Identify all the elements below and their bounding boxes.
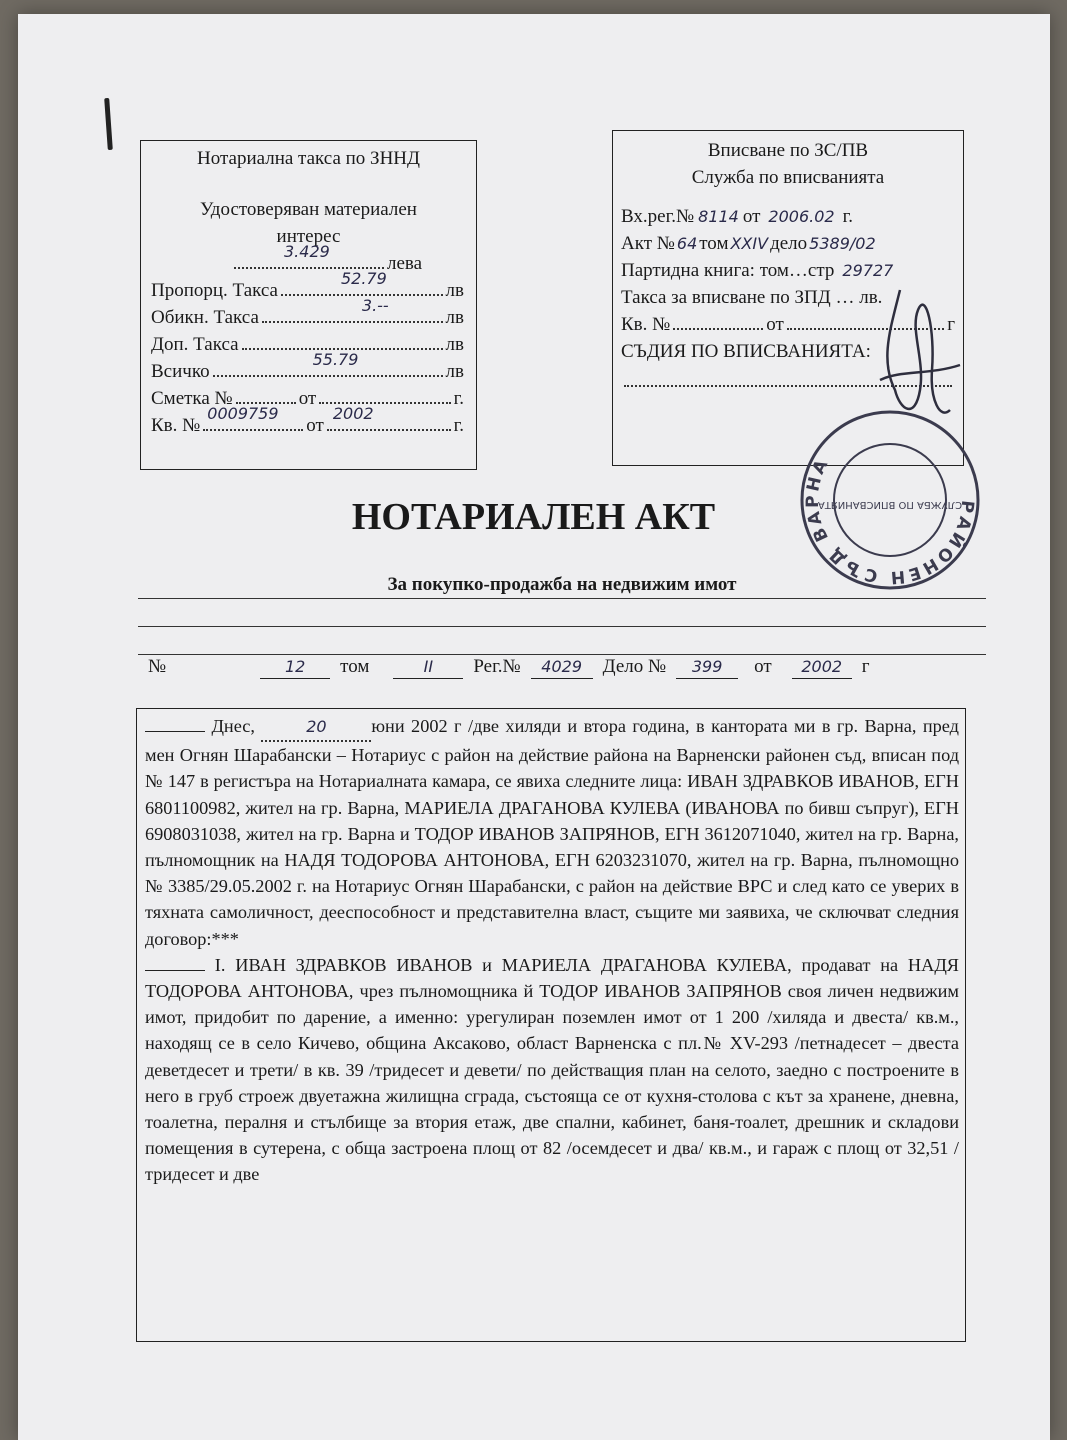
reg-line-2 [621,230,955,257]
account-from: от [298,388,317,409]
fee-row-unit: лв [445,307,464,328]
reg-line-3-label: Партидна книга: том…стр [621,260,835,281]
document-subtitle: За покупко-продажба на недвижим имот [387,574,737,595]
registry-delo-field [676,656,738,679]
reg-line-1-label: Вх.рег.№ [621,206,695,227]
registry-delo-label: Дело № [602,656,667,677]
registry-delo-hand: 399 [691,657,723,676]
reg-line-4: Такса за вписване по ЗПД … лв. [621,287,883,308]
receipt-unit: г. [453,415,464,436]
registry-reg-field [531,656,593,679]
registration-heading-2: Служба по вписванията [691,167,885,188]
paragraph-2 [137,952,965,1188]
receipt-label: Кв. № [151,415,201,436]
registry-no-hand: 12 [284,657,306,676]
reg-line-3-hand: 29727 [842,261,894,280]
paragraph-2-text: I. ИВАН ЗДРАВКОВ ИВАНОВ и МАРИЕЛА ДРАГАНОВА КУЛЕВА, продават на НАДЯ ТОДОРОВА АНТОНОВА, чрез пълномощника й ТОДОР ИВАНОВ ЗАПРЯНОВ своя личен недвижим имот, придобит по дарение, а именно: урегулиран поземлен имот от 1 200 /хиляда и двеста/ кв.м., находящ се в село Кичево, община Аксаково, област Варненска с пл.№ XV-293 /петнадесет – двеста деветдесет и трети/ в кв. 39 /тридесет и девети/ по действащия план на селото, заедно с построените в него в груб строеж двуетажна жилищна сграда, състояща се от кухня-столова с кът за хранене, дневна, тоалетна, пералня и стълбище за втория етаж, две спални, кабинет, баня-тоалет, дрешник и складови помещения в сутерена, с обща застроена площ от 82 /осемдесет и два/ кв.м., и гараж с площ от 32,51 /тридесет и две [145,954,959,1185]
stamp-outer-text: РАЙОНЕН СЪД ВАРНА [802,454,978,588]
reg-line-1-hand-date: 2006.02 [768,207,835,226]
registry-year-hand: 2002 [801,657,843,676]
act-body [136,708,966,1342]
receipt-row [151,404,464,439]
paragraph-1-text: юни 2002 г /две хиляди и втора година, в кантората ми в гр. Варна, пред мен Огнян Шарабански – Нотариус с район на действие района на Варненски районен съд, вписан под № 147 в регистъра на Нотариалната камара, се явиха следните лица: ИВАН ЗДРАВКОВ ИВАНОВ, ЕГН 6801100982, жител на гр. Варна, МАРИЕЛА ДРАГАНОВА КУЛЕВА (ИВАНОВА по бивш съпруг), ЕГН 6908031038, жител на гр. Варна и ТОДОР ИВАНОВ ЗАПРЯНОВ, ЕГН 3612071040, жител на гр. Варна, пълномощник на НАДЯ ТОДОРОВА АНТОНОВА, ЕГН 6203231070, жител на гр. Варна, пълномощно № 3385/29.05.2002 г. на Нотариус Огнян Шарабански, с район на действие ВРС и след като се уверих в тяхната самоличност, дееспособност и представителна власт, същите ми заявиха, че сключват следния договор:*** [145,716,959,949]
interest-label: Удостоверяван материален интерес [200,199,417,247]
receipt-from: от [306,415,324,436]
reg-line-1 [621,203,955,230]
receipt-hand: 0009759 [207,404,279,423]
reg-line-5-label: Кв. № [621,314,671,335]
fee-row-hand: 3.-- [361,296,389,315]
registry-year-field [792,656,852,679]
notary-fee-box [140,140,477,470]
reg-line-1-unit: г. [842,206,853,227]
divider [138,626,986,627]
amount-unit: лева [387,253,423,274]
registration-heading-1: Вписване по ЗС/ПВ [707,140,869,161]
margin-mark [104,98,113,150]
registry-no-field [260,656,330,679]
fee-box-heading: Нотариална такса по ЗННД [197,148,420,169]
amount-hand: 3.429 [284,242,330,261]
registry-from-label: от [754,656,772,677]
reg-line-2-hand-delo: 5389/02 [809,234,876,253]
reg-line-2-delo: дело [770,233,808,254]
fee-row-label: Всичко [151,361,210,382]
fee-row-unit: лв [445,361,464,382]
fee-rows [141,269,476,439]
fee-row [151,331,464,358]
fee-row-unit: лв [445,334,464,355]
document-title: НОТАРИАЛЕН АКТ [351,496,716,538]
reg-line-2-tom: том [699,233,729,254]
registry-no-label: № [148,656,167,677]
fee-row [151,269,464,304]
registry-tom-field [393,656,463,679]
judge-label: СЪДИЯ ПО ВПИСВАНИЯТА: [621,341,871,362]
fee-row [151,350,464,385]
paragraph-1-prefix: Днес, [211,716,255,736]
day-hand: 20 [306,717,327,736]
registry-reg-label: Рег.№ [473,656,521,677]
reg-line-1-hand: 8114 [698,207,739,226]
fee-row-label: Доп. Такса [151,334,239,355]
reg-line-2-hand: 64 [676,234,698,253]
registry-reg-hand: 4029 [541,657,582,676]
reg-line-2-label: Акт № [621,233,675,254]
fee-row-hand: 55.79 [312,350,359,369]
registry-line [148,656,908,679]
fee-row-unit: лв [445,280,464,301]
reg-line-1-from: от [742,206,761,227]
stamp-inner-text: СЛУЖБА ПО ВПИСВАНИЯТА [817,499,963,510]
reg-line-2-hand-tom: XXIV [730,234,769,253]
fee-row [151,296,464,331]
reg-line-5-from: от [766,314,784,335]
paragraph-1 [137,709,965,952]
fee-row-label: Обикн. Такса [151,307,259,328]
receipt-year-hand: 2002 [332,404,374,423]
registry-tom-label: том [340,656,370,677]
registry-tom-hand: II [423,657,434,676]
account-row [151,385,464,412]
account-label: Сметка № [151,388,233,409]
reg-line-5-unit: г [947,314,955,335]
divider [138,598,986,599]
account-unit: г. [453,388,464,409]
registry-year-unit: г [861,656,870,677]
fee-row-label: Пропорц. Такса [151,280,278,301]
divider [138,654,986,655]
fee-row-hand: 52.79 [340,269,387,288]
